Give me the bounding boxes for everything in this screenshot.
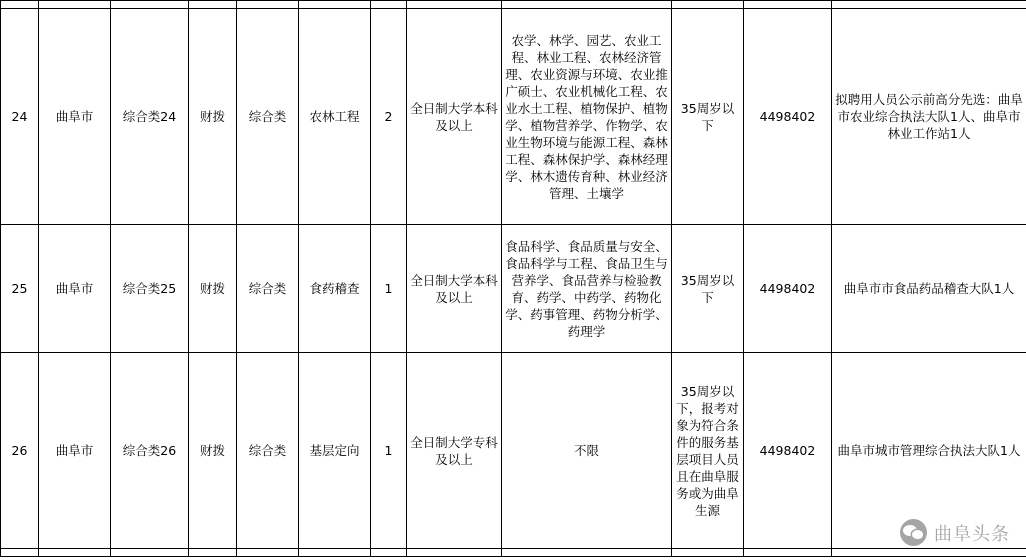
cell-fund: 财拨 <box>189 9 237 225</box>
cell-count <box>371 1 407 9</box>
cell-age: 35周岁以下，报考对象为符合条件的服务基层项目人员且在曲阜服务或为曲阜生源 <box>672 353 744 549</box>
cell-age: 35周岁以下 <box>672 225 744 353</box>
cell-fund: 财拨 <box>189 353 237 549</box>
cell-code: 综合类24 <box>111 9 189 225</box>
cell-city: 曲阜市 <box>39 225 111 353</box>
cell-education <box>407 549 502 557</box>
cell-code: 综合类25 <box>111 225 189 353</box>
cell-education: 全日制大学本科及以上 <box>407 225 502 353</box>
cell-post: 食药稽查 <box>299 225 371 353</box>
cell-post: 农林工程 <box>299 9 371 225</box>
cell-count: 1 <box>371 353 407 549</box>
cell-city <box>39 549 111 557</box>
cell-age: 35周岁以下 <box>672 9 744 225</box>
cell-phone: 4498402 <box>744 353 832 549</box>
cell-category <box>237 1 299 9</box>
cell-no: 25 <box>1 225 39 353</box>
cell-education: 全日制大学本科及以上 <box>407 9 502 225</box>
cell-no <box>1 1 39 9</box>
cell-no: 26 <box>1 353 39 549</box>
cell-city: 曲阜市 <box>39 9 111 225</box>
cell-remark: 曲阜市城市管理综合执法大队1人 <box>832 353 1026 549</box>
cell-remark: 曲阜市市食品药品稽查大队1人 <box>832 225 1026 353</box>
table-row-partial-bottom <box>1 549 1026 557</box>
cell-post <box>299 549 371 557</box>
cell-fund <box>189 549 237 557</box>
cell-code: 综合类26 <box>111 353 189 549</box>
cell-no: 24 <box>1 9 39 225</box>
cell-phone: 4498402 <box>744 225 832 353</box>
cell-count <box>371 549 407 557</box>
cell-education <box>407 1 502 9</box>
cell-city <box>39 1 111 9</box>
cell-category <box>237 549 299 557</box>
cell-code <box>111 1 189 9</box>
table-row-partial-top <box>1 1 1026 9</box>
cell-age <box>672 1 744 9</box>
table-row <box>1 353 1026 549</box>
cell-post: 基层定向 <box>299 353 371 549</box>
cell-fund <box>189 1 237 9</box>
cell-age <box>672 549 744 557</box>
table-row <box>1 9 1026 225</box>
watermark-label: 曲阜头条 <box>934 523 1010 545</box>
cell-count: 1 <box>371 225 407 353</box>
table-row <box>1 225 1026 353</box>
cell-no <box>1 549 39 557</box>
cell-major: 农学、林学、园艺、农业工程、林业工程、农林经济管理、农业资源与环境、农业推广硕士、农业机械化工程、农业水土工程、植物保护、植物学、植物营养学、作物学、农业生物环境与能源工程、森林工程、森林保护学、森林经理学、林木遗传育种、林业经济管理、土壤学 <box>502 9 672 225</box>
cell-remark <box>832 549 1026 557</box>
cell-major: 食品科学、食品质量与安全、食品科学与工程、食品卫生与营养学、食品营养与检验教育、药学、中药学、药物化学、药事管理、药物分析学、药理学 <box>502 225 672 353</box>
cell-category: 综合类 <box>237 225 299 353</box>
cell-remark <box>832 1 1026 9</box>
cell-post <box>299 1 371 9</box>
cell-remark: 拟聘用人员公示前高分先选：曲阜市农业综合执法大队1人、曲阜市林业工作站1人 <box>832 9 1026 225</box>
cell-fund: 财拨 <box>189 225 237 353</box>
cell-phone <box>744 1 832 9</box>
cell-major: 不限 <box>502 353 672 549</box>
cell-major <box>502 549 672 557</box>
cell-count: 2 <box>371 9 407 225</box>
cell-code <box>111 549 189 557</box>
cell-category: 综合类 <box>237 353 299 549</box>
cell-major <box>502 1 672 9</box>
cell-city: 曲阜市 <box>39 353 111 549</box>
cell-education: 全日制大学专科及以上 <box>407 353 502 549</box>
cell-phone <box>744 549 832 557</box>
cell-category: 综合类 <box>237 9 299 225</box>
cell-phone: 4498402 <box>744 9 832 225</box>
